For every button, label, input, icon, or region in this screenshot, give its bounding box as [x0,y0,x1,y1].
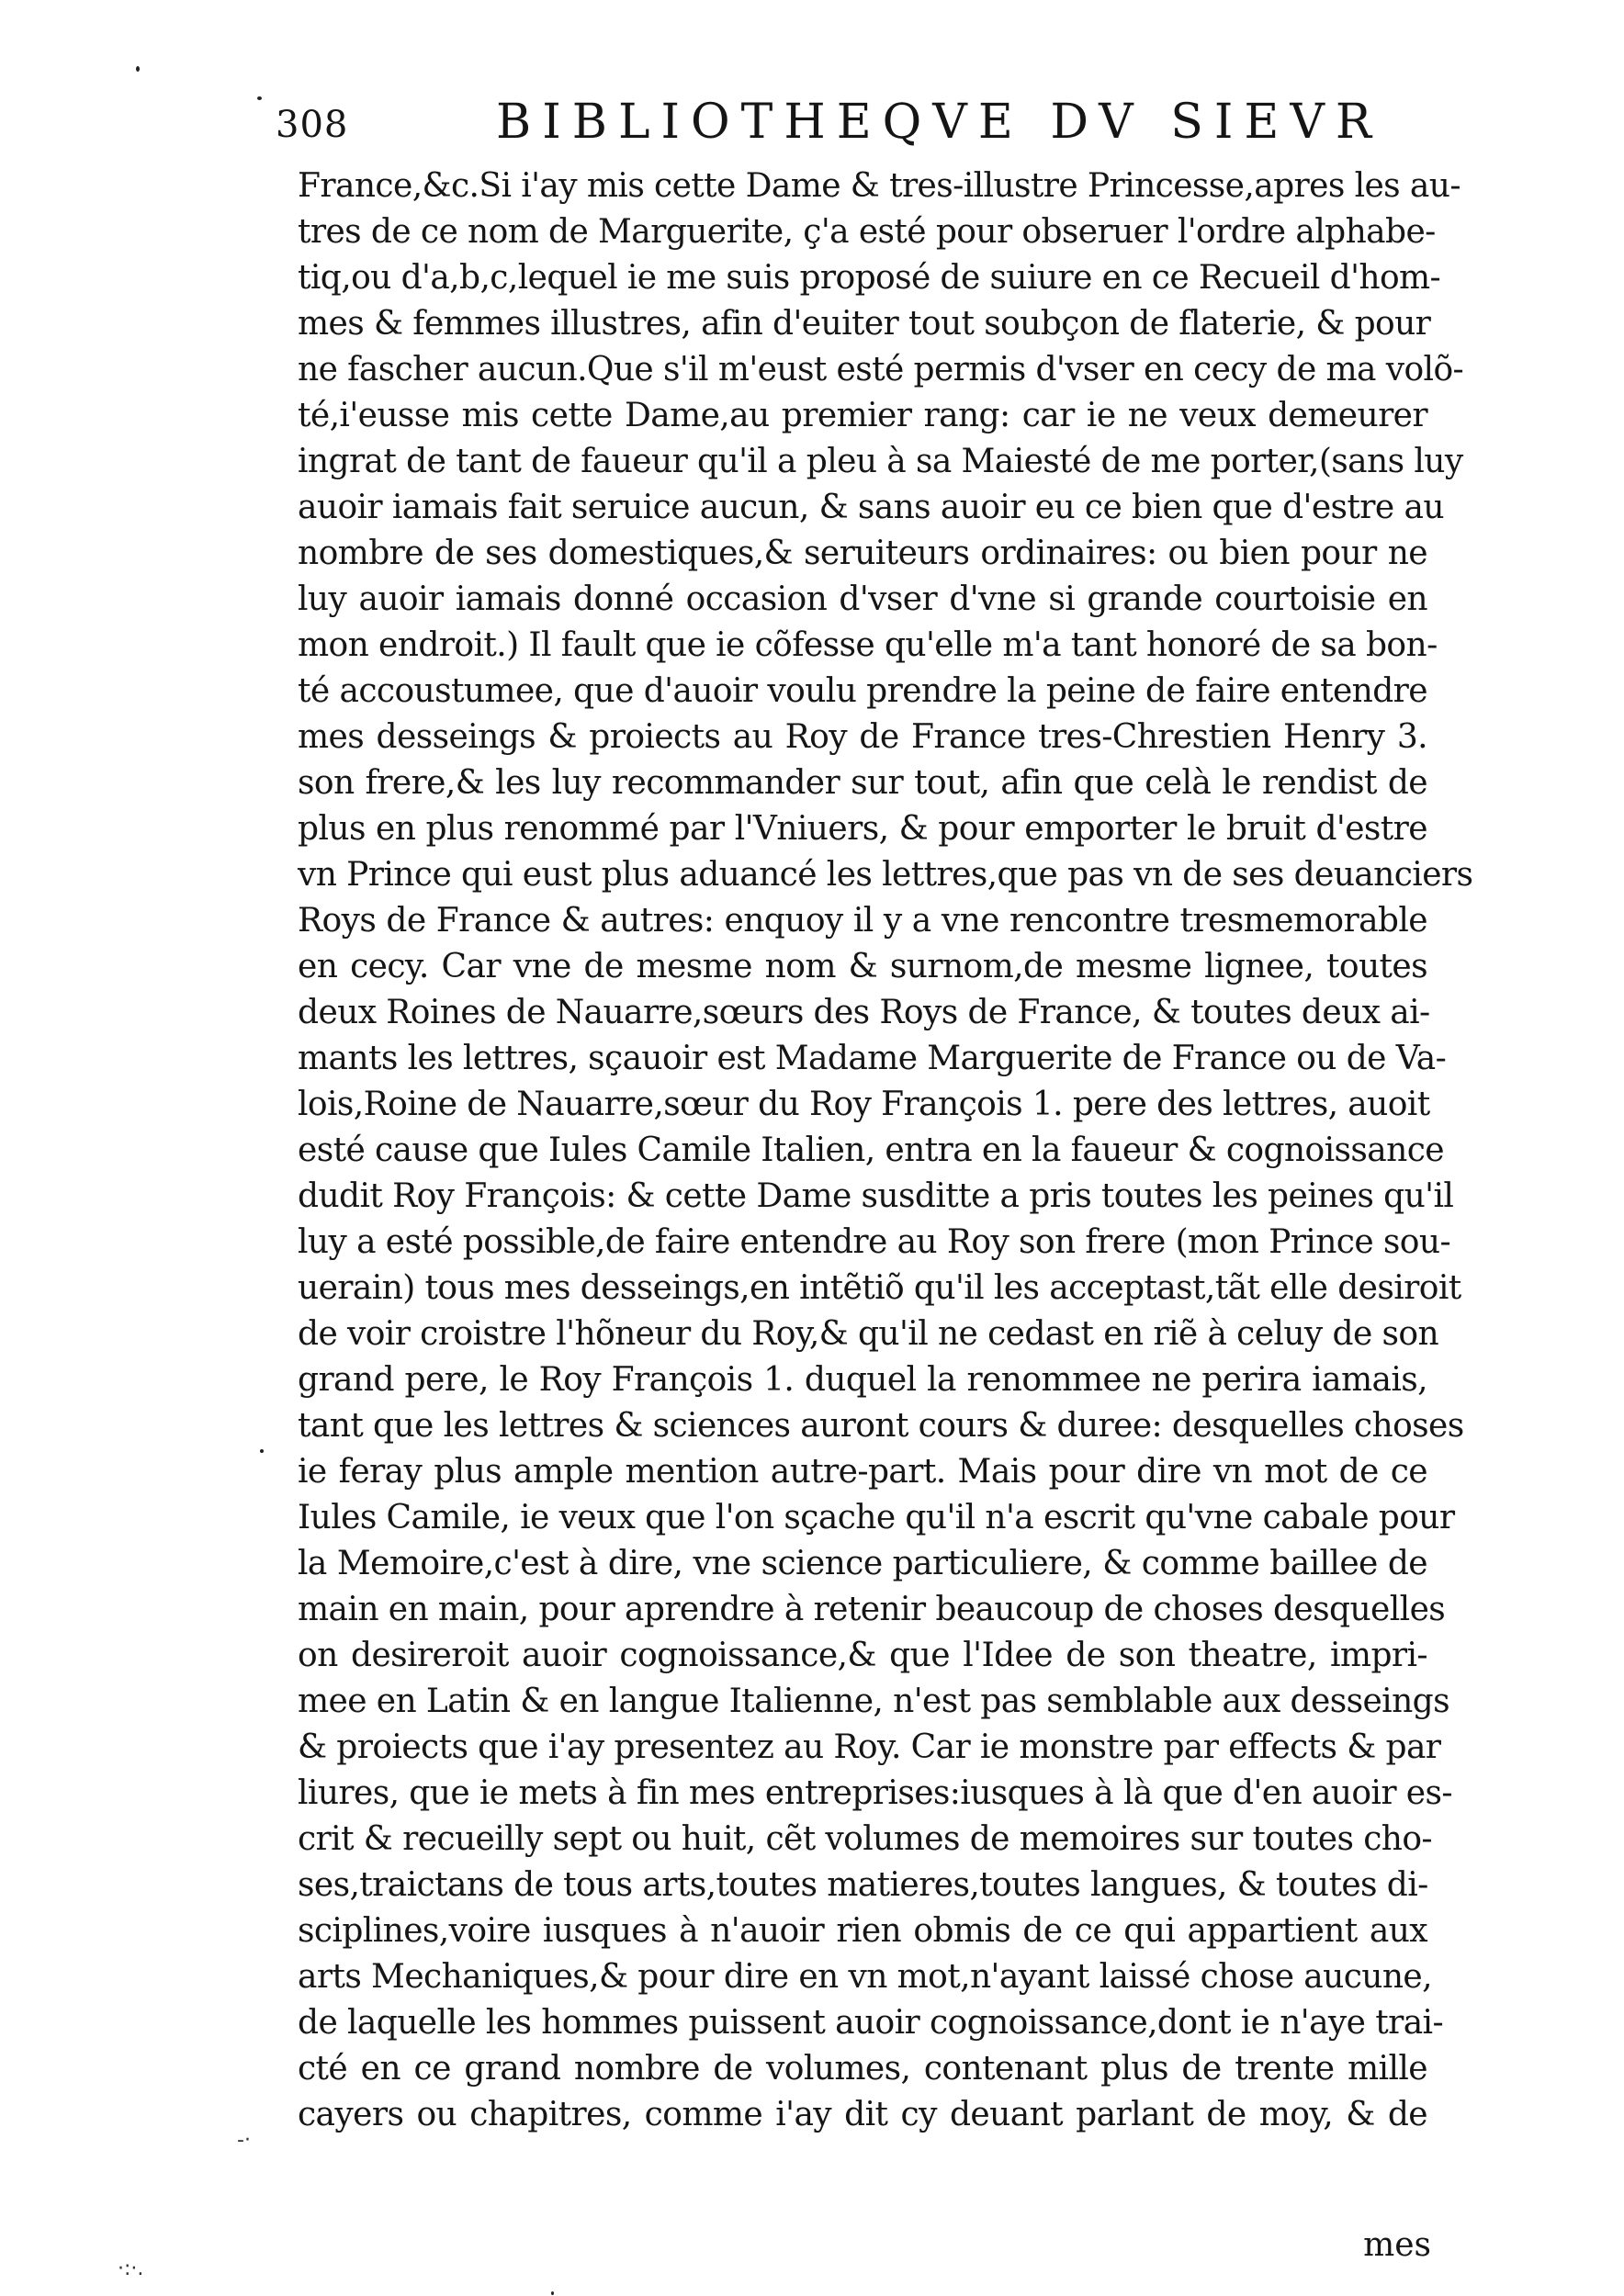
text-line: son frere,& les luy recommander sur tout, afin que celà le rendist de [298,764,1427,802]
text-line: cté en ce grand nombre de volumes, contenant plus de trente mille [298,2050,1427,2088]
text-line: té,i'eusse mis cette Dame,au premier rang: car ie ne veux demeurer [298,397,1427,434]
text-line: esté cause que Iules Camile Italien, entra en la faueur & cognoissance [298,1131,1444,1169]
text-line: & proiects que i'ay presentez au Roy. Car ie monstre par effects & par [298,1728,1441,1766]
text-line: ie feray plus ample mention autre-part. Mais pour dire vn mot de ce [298,1453,1427,1491]
text-line: Roys de France & autres: enquoy il y a vne rencontre tresmemorable [298,902,1427,940]
text-line: en cecy. Car vne de mesme nom & surnom,de mesme lignee, toutes [298,948,1427,985]
body-text [298,163,1473,2138]
page-number: 308 [276,104,349,146]
text-line: arts Mechaniques,& pour dire en vn mot,n'ayant laissé chose aucune, [298,1958,1432,1996]
catchword: mes [1363,2226,1431,2264]
text-line: mes desseings & proiects au Roy de France tres-Chrestien Henry 3. [298,718,1427,756]
running-head: BIBLIOTHEQVE DV SIEVR [496,95,1383,150]
text-line: plus en plus renommé par l'Vniuers, & pour emporter le bruit d'estre [298,810,1427,848]
text-line: de laquelle les hommes puissent auoir cognoissance,dont ie n'aye trai- [298,2004,1444,2042]
text-line: France,&c.Si i'ay mis cette Dame & tres-illustre Princesse,apres les au- [298,167,1460,205]
text-line: mee en Latin & en langue Italienne, n'est pas semblable aux desseings [298,1683,1449,1720]
text-line: tiq,ou d'a,b,c,lequel ie me suis proposé de suiure en ce Recueil d'hom- [298,259,1441,297]
text-line: crit & recueilly sept ou huit, cẽt volumes de memoires sur toutes cho- [298,1820,1432,1858]
text-line: auoir iamais fait seruice aucun, & sans auoir eu ce bien que d'estre au [298,489,1444,526]
scan-speck-1 [136,66,140,72]
text-line: lois,Roine de Nauarre,sœur du Roy François 1. pere des lettres, auoit [298,1086,1430,1123]
text-line: mants les lettres, sçauoir est Madame Marguerite de France ou de Va- [298,1040,1447,1077]
text-line: vn Prince qui eust plus aduancé les lettres,que pas vn de ses deuanciers [298,856,1473,894]
text-line: dudit Roy François: & cette Dame susditte a pris toutes les peines qu'il [298,1177,1454,1215]
text-line: grand pere, le Roy François 1. duquel la renommee ne perira iamais, [298,1361,1427,1399]
text-line: cayers ou chapitres, comme i'ay dit cy deuant parlant de moy, & de [298,2096,1427,2133]
margin-scribble-mark: ·:·. [118,2257,144,2280]
text-line: ingrat de tant de faueur qu'il a pleu à sa Maiesté de me porter,(sans luy [298,443,1463,480]
scan-speck-2 [257,96,262,100]
text-line: la Memoire,c'est à dire, vne science particuliere, & comme baillee de [298,1545,1427,1582]
text-line: ses,traictans de tous arts,toutes matieres,toutes langues, & toutes di- [298,1866,1428,1904]
text-line: sciplines,voire iusques à n'auoir rien obmis de ce qui appartient aux [298,1912,1427,1950]
scan-speck-3 [260,1449,264,1453]
text-line: tant que les lettres & sciences auront cours & duree: desquelles choses [298,1407,1464,1445]
text-line: Iules Camile, ie veux que l'on sçache qu'il n'a escrit qu'vne cabale pour [298,1499,1455,1536]
text-line: mon endroit.) Il fault que ie cõfesse qu'elle m'a tant honoré de sa bon- [298,626,1438,664]
text-line: nombre de ses domestiques,& seruiteurs ordinaires: ou bien pour ne [298,535,1427,572]
text-line: de voir croistre l'hõneur du Roy,& qu'il ne cedast en riẽ à celuy de son [298,1315,1439,1353]
text-line: uerain) tous mes desseings,en intẽtiõ qu'il les acceptast,tãt elle desiroit [298,1269,1461,1307]
text-line: liures, que ie mets à fin mes entreprises:iusques à là que d'en auoir es- [298,1774,1452,1812]
page-header [276,87,1451,152]
text-line: ne fascher aucun.Que s'il m'eust esté permis d'vser en cecy de ma volõ- [298,351,1464,388]
text-line: tres de ce nom de Marguerite, ç'a esté pour obseruer l'ordre alphabe- [298,213,1436,251]
margin-dash-mark: -· [237,2129,251,2152]
text-line: deux Roines de Nauarre,sœurs des Roys de France, & toutes deux ai- [298,994,1430,1031]
text-line: luy auoir iamais donné occasion d'vser d'vne si grande courtoisie en [298,580,1427,618]
scan-speck-4 [551,2291,554,2295]
text-line: on desireroit auoir cognoissance,& que l'Idee de son theatre, impri- [298,1637,1427,1674]
text-line: té accoustumee, que d'auoir voulu prendre la peine de faire entendre [298,672,1427,710]
text-line: mes & femmes illustres, afin d'euiter tout soubçon de flaterie, & pour [298,305,1431,343]
text-line: luy a esté possible,de faire entendre au Roy son frere (mon Prince sou- [298,1223,1451,1261]
text-line: main en main, pour aprendre à retenir beaucoup de choses desquelles [298,1591,1446,1628]
